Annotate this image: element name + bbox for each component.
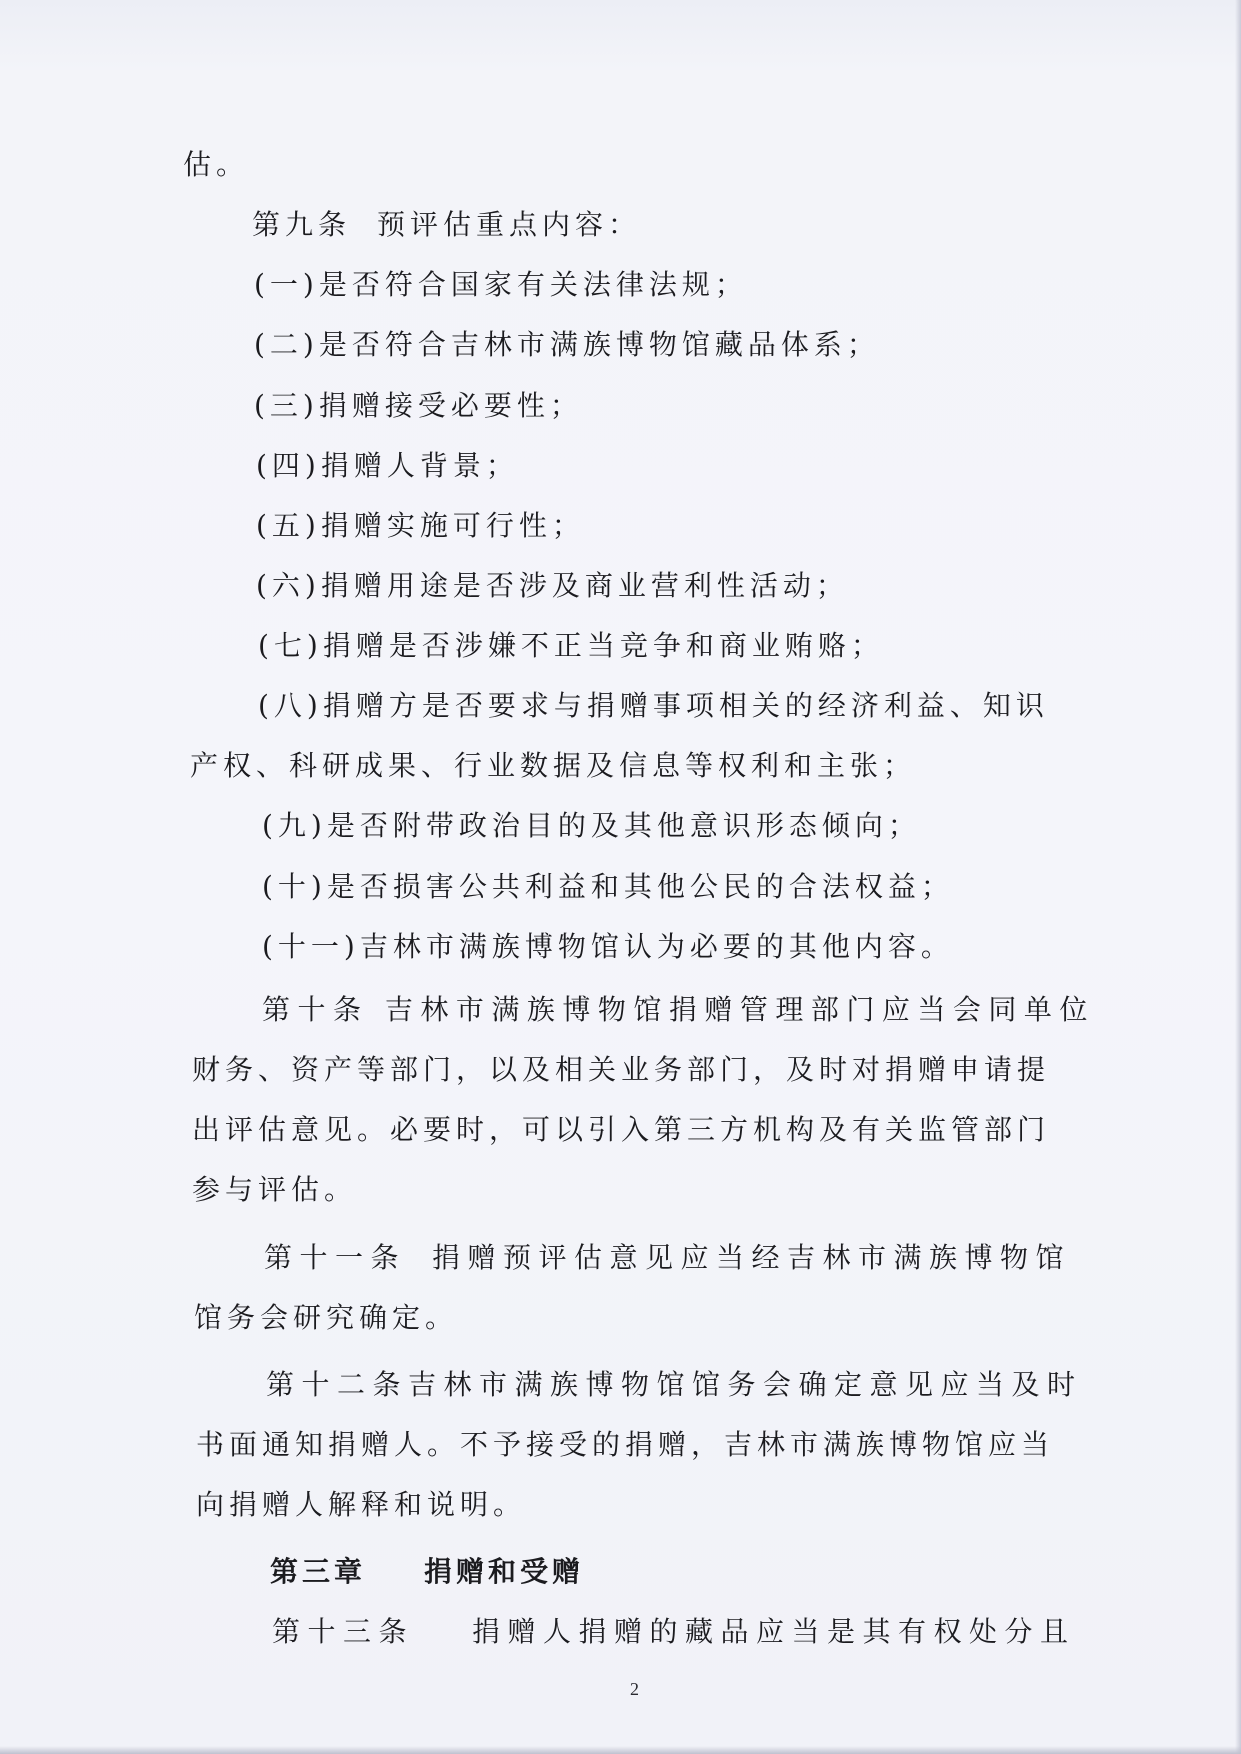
article-9-number: 第九条 <box>252 208 352 241</box>
article-13-line-1 <box>272 1612 1076 1652</box>
article-11-number: 第十一条 <box>264 1241 407 1274</box>
item-8-line-1: (八)捐赠方是否要求与捐赠事项相关的经济利益、知识 <box>258 689 1049 722</box>
item-7-line: (七)捐赠是否涉嫌不正当竞争和商业贿赂； <box>258 629 884 662</box>
item-9-line: (九)是否附带政治目的及其他意识形态倾向； <box>262 809 921 842</box>
article-12-line-3: 向捐赠人解释和说明。 <box>196 1488 527 1521</box>
item-2-line: (二)是否符合吉林市满族博物馆藏品体系； <box>254 328 880 361</box>
article-10-line-1: 第十条 吉林市满族博物馆捐赠管理部门应当会同单位 <box>262 993 1095 1026</box>
item-4-line: (四)捐赠人背景； <box>256 449 519 482</box>
article-10-line-4: 参与评估。 <box>192 1173 358 1206</box>
article-11-line-1 <box>264 1238 1071 1278</box>
scan-edge-bottom <box>0 1746 1241 1754</box>
article-11-text: 捐赠预评估意见应当经吉林市满族博物馆 <box>432 1241 1072 1274</box>
text-line-1: 估。 <box>183 148 250 181</box>
chapter-3-number: 第三章 <box>270 1555 367 1588</box>
article-12-line-2: 书面通知捐赠人。不予接受的捐赠，吉林市满族博物馆应当 <box>196 1428 1055 1461</box>
article-9-line <box>252 205 641 245</box>
page-number: 2 <box>630 1679 639 1699</box>
article-13-text: 捐赠人捐赠的藏品应当是其有权处分且 <box>472 1615 1076 1648</box>
item-1-line: (一)是否符合国家有关法律法规； <box>254 268 748 301</box>
article-11-line-2: 馆务会研究确定。 <box>194 1301 459 1334</box>
item-3-line: (三)捐赠接受必要性； <box>254 389 583 422</box>
article-10-line-2: 财务、资产等部门，以及相关业务部门，及时对捐赠申请提 <box>192 1053 1051 1086</box>
article-12-line-1: 第十二条吉林市满族博物馆馆务会确定意见应当及时 <box>266 1368 1083 1401</box>
article-13-number: 第十三条 <box>272 1615 415 1648</box>
item-10-line: (十)是否损害公共利益和其他公民的合法权益； <box>262 870 954 903</box>
article-10-line-3: 出评估意见。必要时，可以引入第三方机构及有关监管部门 <box>192 1113 1051 1146</box>
item-11-line: (十一)吉林市满族博物馆认为必要的其他内容。 <box>262 930 954 963</box>
item-8-line-2: 产权、科研成果、行业数据及信息等权利和主张； <box>190 749 917 782</box>
item-5-line: (五)捐赠实施可行性； <box>256 509 585 542</box>
chapter-3-heading <box>270 1552 584 1592</box>
scan-edge-right <box>1235 0 1241 1754</box>
chapter-3-title: 捐赠和受赠 <box>424 1555 585 1588</box>
item-6-line: (六)捐赠用途是否涉及商业营利性活动； <box>256 569 849 602</box>
article-9-title: 预评估重点内容： <box>377 208 642 241</box>
